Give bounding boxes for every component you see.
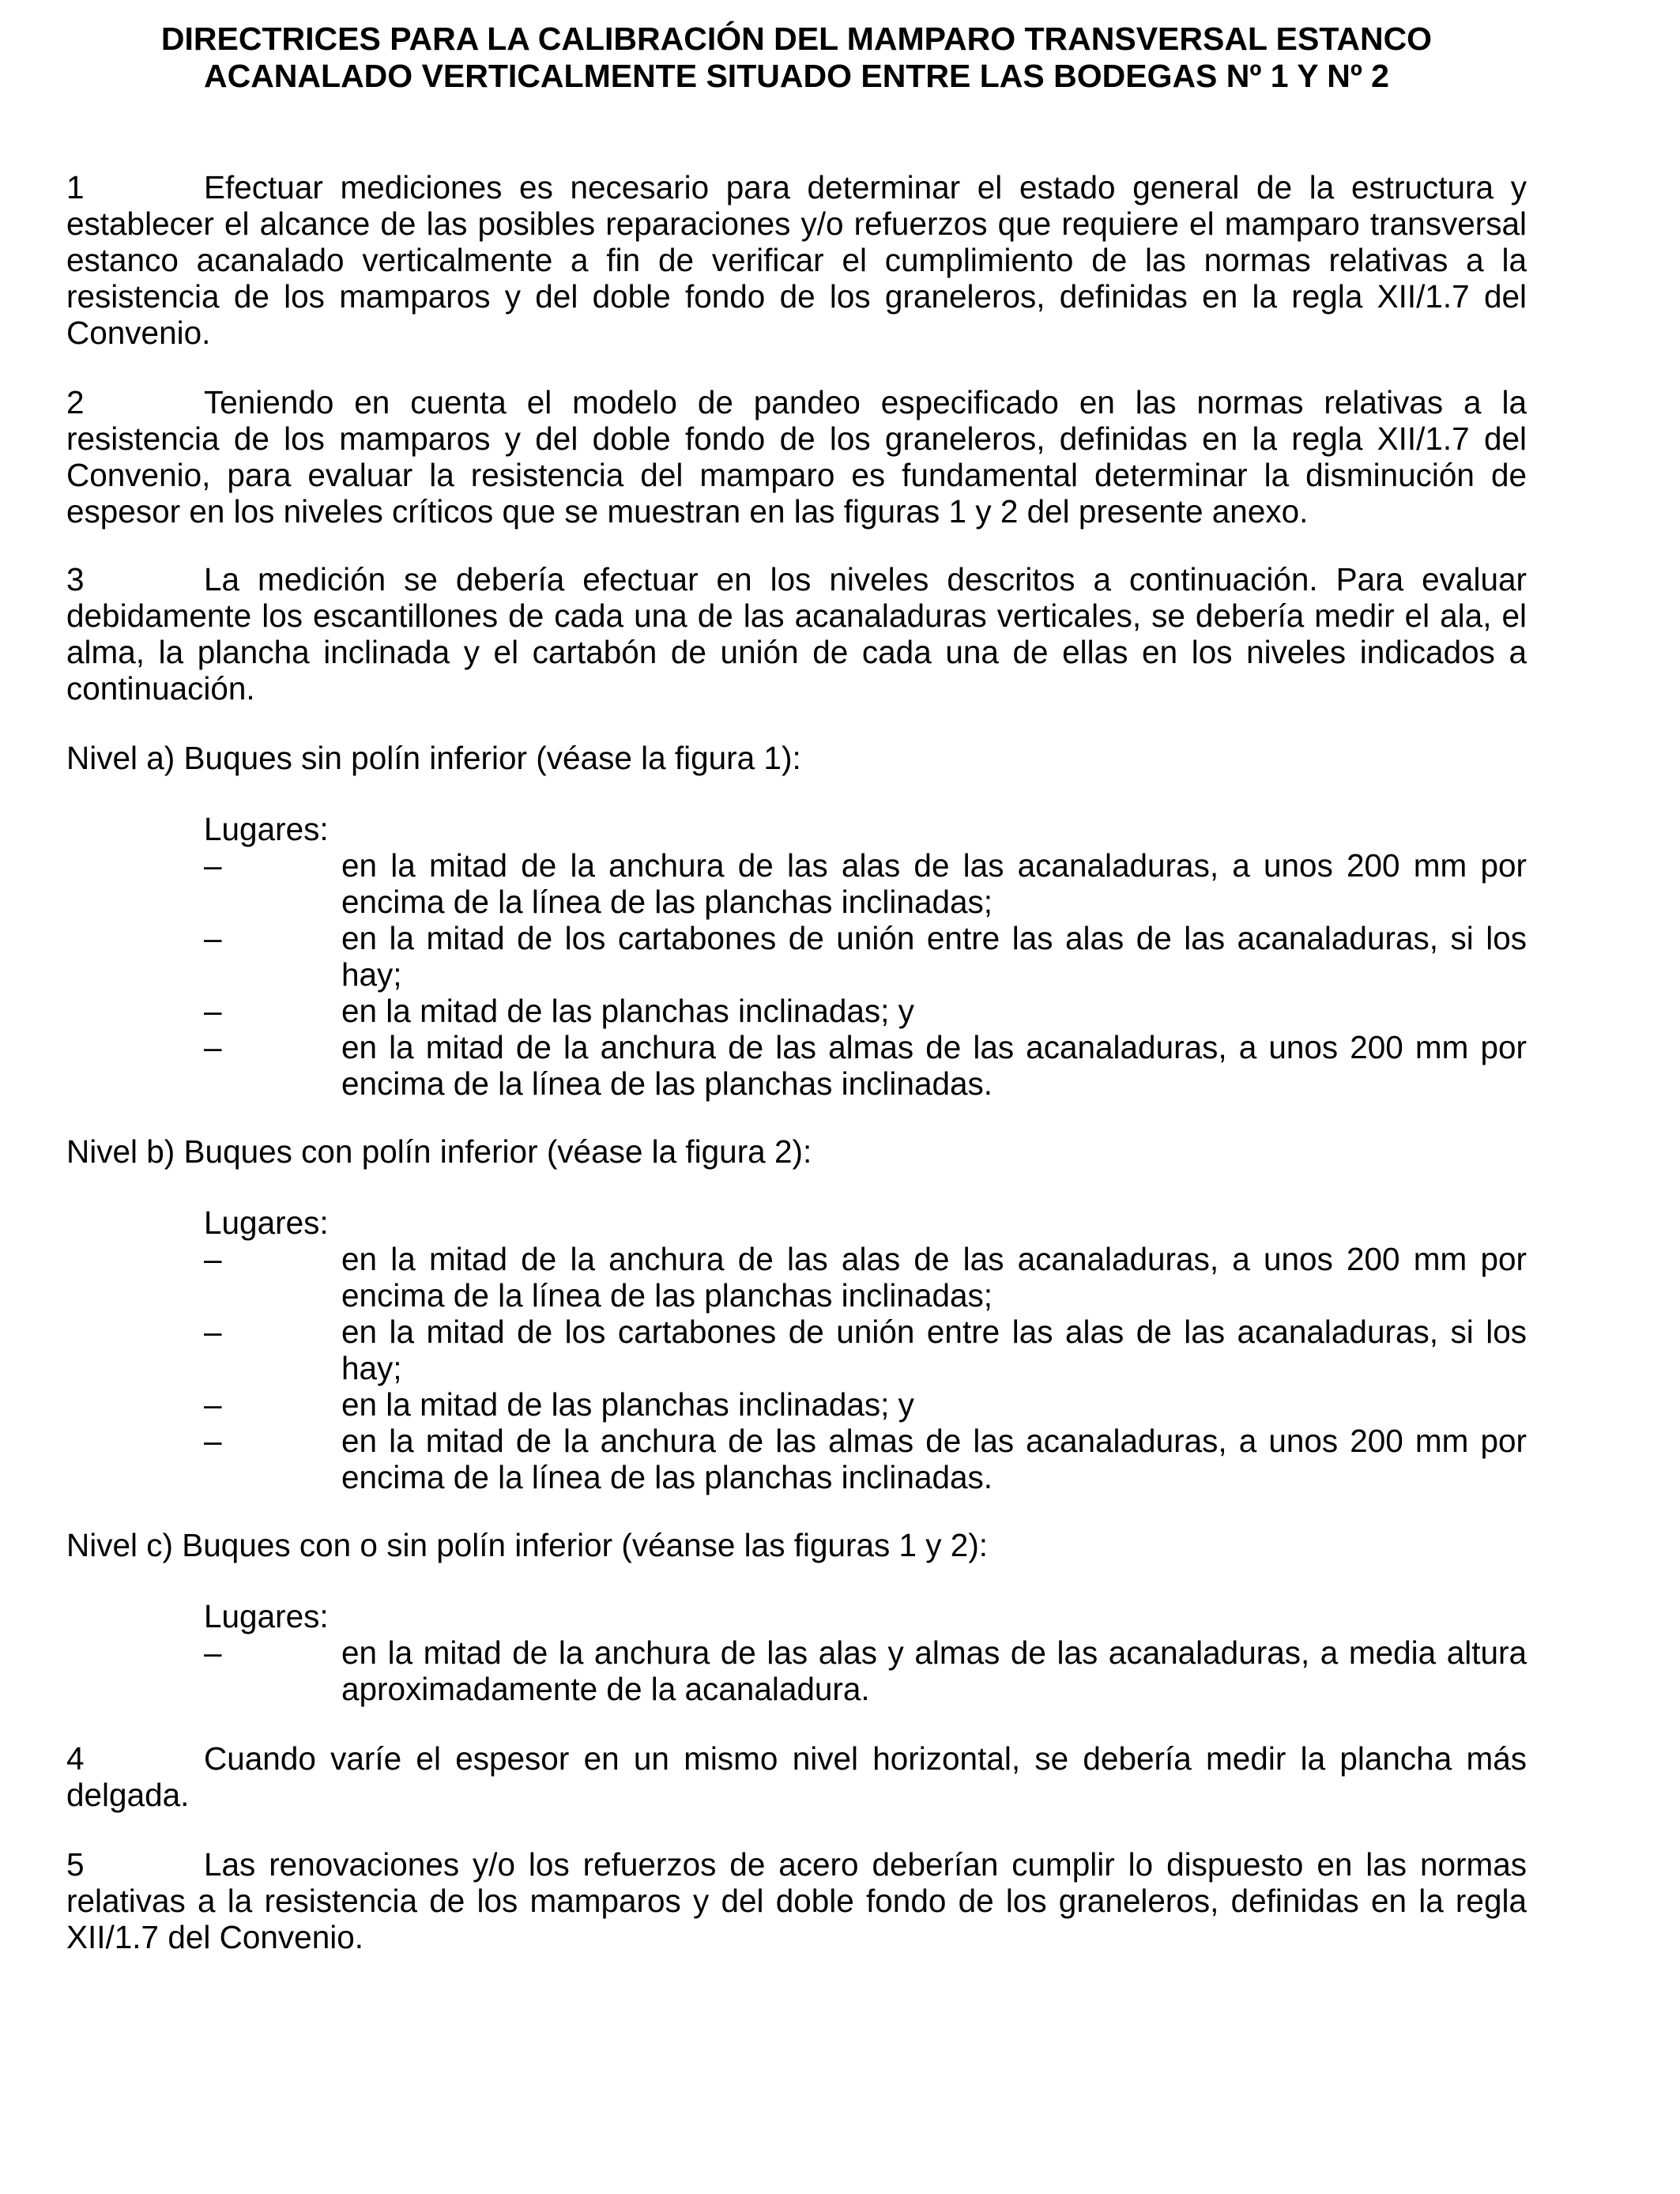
level-b-heading: Nivel b) Buques con polín inferior (véase la figura 2): <box>66 1133 812 1170</box>
paragraph-1 <box>66 169 1527 351</box>
lugares-label: Lugares: <box>204 1598 329 1634</box>
dash-bullet: – <box>204 993 222 1029</box>
level-a-heading: Nivel a) Buques sin polín inferior (véase la figura 1): <box>66 740 801 776</box>
dash-bullet: – <box>204 1029 222 1065</box>
paragraph-4 <box>66 1740 1527 1813</box>
lugares-label: Lugares: <box>204 1204 329 1241</box>
paragraph-text: Efectuar mediciones es necesario para determinar el estado general de la estructura y establecer el alcance de las posibles reparaciones y/o refuerzos que requiere el mamparo transversal estanco acanalado verticalmente a fin de verificar el cumplimiento de las normas relativas a la resistencia de los mamparos y del doble fondo de los graneleros, definidas en la regla XII/1.7 del Convenio. <box>66 169 1527 351</box>
paragraph-number: 1 <box>66 169 85 205</box>
document-title <box>66 21 1527 95</box>
dash-bullet: – <box>204 1314 222 1350</box>
paragraph-5 <box>66 1846 1527 1955</box>
list-item-text: en la mitad de la anchura de las almas de las acanaladuras, a unos 200 mm por encima de la línea de las planchas inclinadas. <box>341 1029 1527 1102</box>
paragraph-number: 4 <box>66 1740 85 1777</box>
paragraph-number: 5 <box>66 1846 85 1883</box>
dash-bullet: – <box>204 1634 222 1671</box>
document-page <box>66 21 1527 1955</box>
list-item-text: en la mitad de la anchura de las alas de las acanaladuras, a unos 200 mm por encima de la línea de las planchas inclinadas; <box>341 1241 1527 1314</box>
dash-bullet: – <box>204 1241 222 1277</box>
paragraph-text: Las renovaciones y/o los refuerzos de acero deberían cumplir lo dispuesto en las normas relativas a la resistencia de los mamparos y del doble fondo de los graneleros, definidas en la regla XII/1.7 del Convenio. <box>66 1846 1527 1955</box>
title-line-1: DIRECTRICES PARA LA CALIBRACIÓN DEL MAMPARO TRANSVERSAL ESTANCO <box>160 21 1433 57</box>
list-item-text: en la mitad de la anchura de las almas de las acanaladuras, a unos 200 mm por encima de la línea de las planchas inclinadas. <box>341 1423 1527 1495</box>
dash-bullet: – <box>204 1386 222 1423</box>
list-item-text: en la mitad de las planchas inclinadas; y <box>341 1386 914 1423</box>
dash-bullet: – <box>204 920 222 956</box>
list-item-text: en la mitad de la anchura de las alas y almas de las acanaladuras, a media altura aproximadamente de la acanaladura. <box>341 1634 1527 1707</box>
dash-bullet: – <box>204 1423 222 1459</box>
paragraph-text: Teniendo en cuenta el modelo de pandeo especificado en las normas relativas a la resistencia de los mamparos y del doble fondo de los graneleros, definidas en la regla XII/1.7 del Convenio, para evaluar la resistencia del mamparo es fundamental determinar la disminución de espesor en los niveles críticos que se muestran en las figuras 1 y 2 del presente anexo. <box>66 384 1527 530</box>
title-line-2: ACANALADO VERTICALMENTE SITUADO ENTRE LAS BODEGAS Nº 1 Y Nº 2 <box>203 58 1389 94</box>
lugares-label: Lugares: <box>204 811 329 847</box>
level-c-heading: Nivel c) Buques con o sin polín inferior (véanse las figuras 1 y 2): <box>66 1527 989 1563</box>
paragraph-3 <box>66 561 1527 707</box>
paragraph-text: Cuando varíe el espesor en un mismo nivel horizontal, se debería medir la plancha más delgada. <box>66 1740 1527 1813</box>
paragraph-number: 2 <box>66 384 85 420</box>
paragraph-2 <box>66 384 1527 530</box>
list-item-text: en la mitad de los cartabones de unión entre las alas de las acanaladuras, si los hay; <box>341 920 1527 993</box>
list-item-text: en la mitad de las planchas inclinadas; y <box>341 993 914 1029</box>
list-item-text: en la mitad de la anchura de las alas de las acanaladuras, a unos 200 mm por encima de la línea de las planchas inclinadas; <box>341 847 1527 920</box>
paragraph-number: 3 <box>66 561 85 598</box>
paragraph-text: La medición se debería efectuar en los niveles descritos a continuación. Para evaluar debidamente los escantillones de cada una de las acanaladuras verticales, se debería medir el ala, el alma, la plancha inclinada y el cartabón de unión de cada una de ellas en los niveles indicados a continuación. <box>66 561 1527 707</box>
list-item-text: en la mitad de los cartabones de unión entre las alas de las acanaladuras, si los hay; <box>341 1314 1527 1386</box>
dash-bullet: – <box>204 847 222 884</box>
